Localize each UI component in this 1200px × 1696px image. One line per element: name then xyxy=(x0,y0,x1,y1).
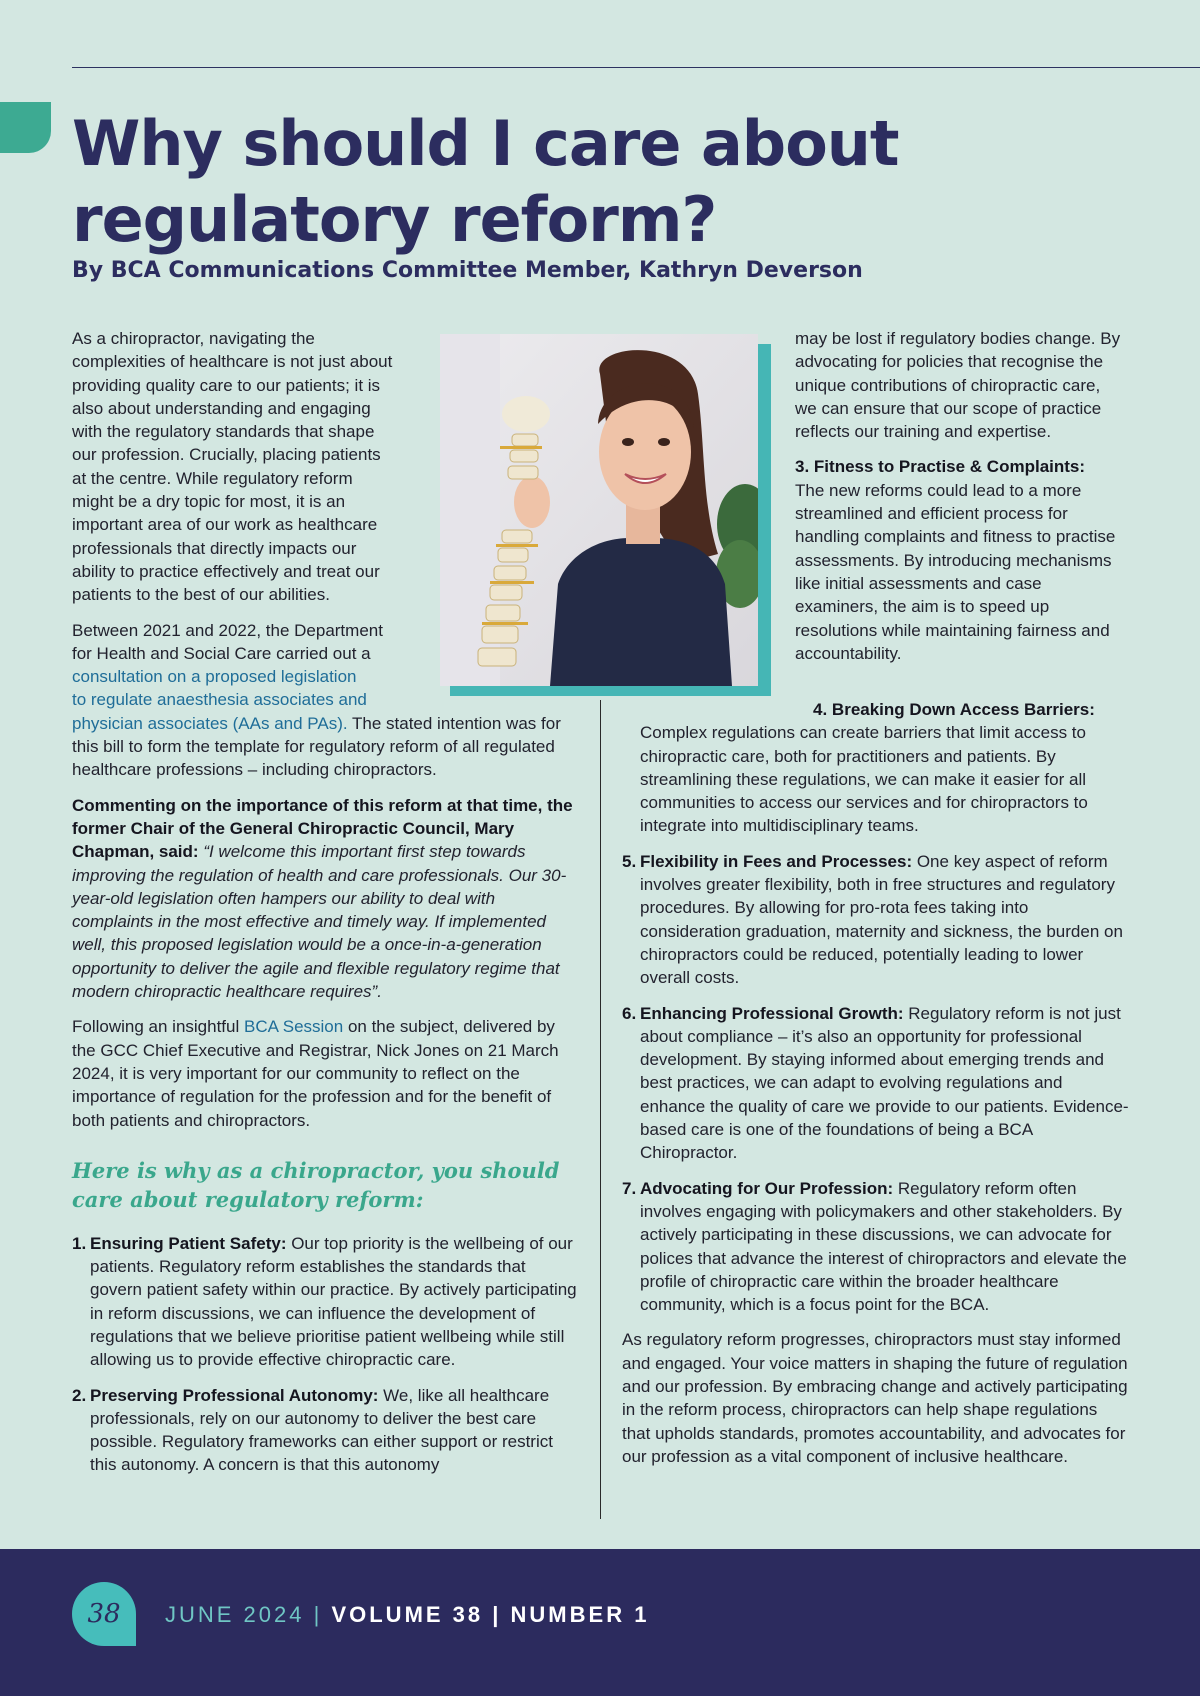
issue-info xyxy=(165,1600,649,1630)
item-title: Preserving Professional Autonomy: xyxy=(90,1385,379,1405)
item-body: Regulatory reform is not just about compliance – it’s also an opportunity for professional development. By staying informed about emerging trends and best practices, we can adapt to evolving regulations and enhance the quality of care we provide to our patients. Evidence-based care is one of the foundations of being a BCA Chiropractor. xyxy=(640,1003,1129,1163)
intro-line: at the centre. While regulatory reform xyxy=(72,468,353,488)
item-body: One key aspect of reform involves greater flexibility, both in free structures and regulatory procedures. By allowing for pro-rota fees taking into consideration graduation, maternity and sickness, the burden on chiropractors could be reduced, potentially leading to lower overall costs. xyxy=(640,851,1123,988)
column-divider xyxy=(600,700,601,1519)
list-item xyxy=(795,455,1125,665)
intro-paragraph-2 xyxy=(72,619,580,782)
page-title: Why should I care about regulatory reform? xyxy=(72,107,899,256)
item-title: Flexibility in Fees and Processes: xyxy=(640,851,913,871)
item-body: The new reforms could lead to a more streamlined and efficient process for handling complaints and fitness to practise assessments. By introducing mechanisms like initial assessments and case examiners, the aim is to speed up resolutions while maintaining fairness and accountability. xyxy=(795,480,1116,663)
item-number: 7. xyxy=(622,1178,637,1198)
consultation-link[interactable]: to regulate anaesthesia associates and xyxy=(72,690,367,710)
intro-line: Between 2021 and 2022, the Department xyxy=(72,620,383,640)
list-item-continuation: may be lost if regulatory bodies change. By advocating for policies that recognise the unique contributions of chiropractic care, we can ensure that our scope of practice reflects our training and expertise. xyxy=(795,329,1121,442)
item-title: Ensuring Patient Safety: xyxy=(90,1233,287,1253)
bca-session-link[interactable]: BCA Session xyxy=(243,1017,344,1037)
list-item xyxy=(622,1002,1130,1165)
issue-month: JUNE 2024 | xyxy=(165,1602,332,1627)
byline: By BCA Communications Committee Member, Kathryn Deverson xyxy=(72,258,863,283)
item-number: 6. xyxy=(622,1003,637,1023)
list-item xyxy=(72,1232,580,1372)
right-column-bottom xyxy=(622,698,1130,1480)
item-body: Our top priority is the wellbeing of our patients. Regulatory reform establishes the standards that govern patient safety within our practice. By actively participating in reform discussions, we can influence the development of regulations that we believe prioritise patient wellbeing while still allowing us to provide effective chiropractic care. xyxy=(90,1233,577,1370)
item-title: Advocating for Our Profession: xyxy=(640,1178,894,1198)
item-number: 2. xyxy=(72,1385,87,1405)
section-tab xyxy=(0,102,51,153)
top-rule xyxy=(72,67,1200,68)
conclusion-paragraph: As regulatory reform progresses, chiropractors must stay informed and engaged. Your voice matters in shaping the future of regulation and our profession. By embracing change and actively participating in the reform process, chiropractors can help shape regulations that upholds standards, promotes accountability, and advocates for our profession as a vital component of inclusive healthcare. xyxy=(622,1330,1128,1466)
quote-paragraph xyxy=(72,794,580,1004)
consultation-link[interactable]: consultation on a proposed legislation xyxy=(72,667,357,687)
quote-text: “I welcome this important first step towards improving the regulation of health and care professionals. Our 30-year-old legislation often hampers our ability to deal with complaints in the most effective and timely way. If implemented well, this proposed legislation would be a once-in-a-generation opportunity to deliver the agile and flexible regulatory regime that modern chiropractic healthcare requires”. xyxy=(72,842,567,1002)
item-number: 4. xyxy=(813,700,828,719)
item-body: Complex regulations can create barriers that limit access to chiropractic care, both for practitioners and patients. By streamlining these regulations, we can make it easier for all communities to access our services and for chiropractors to integrate into multidisciplinary teams. xyxy=(640,723,1088,836)
consultation-link[interactable]: physician associates (AAs and PAs). xyxy=(72,713,348,733)
item-number: 3. xyxy=(795,457,810,477)
intro-line: professionals that directly impacts our xyxy=(72,538,357,558)
item-number: 5. xyxy=(622,851,637,871)
list-item xyxy=(72,1384,580,1477)
intro-paragraph-1 xyxy=(72,327,436,607)
session-paragraph xyxy=(72,1015,580,1131)
item-title xyxy=(795,457,1085,476)
intro-line: patients to the best of our abilities. xyxy=(72,585,330,605)
item-title-text: Fitness to Practise & Complaints: xyxy=(813,457,1086,477)
item-title: Enhancing Professional Growth: xyxy=(640,1003,904,1023)
list-item xyxy=(622,850,1130,990)
intro-line: with the regulatory standards that shape xyxy=(72,422,375,442)
paragraph-text: on the subject, delivered by the GCC Chief Executive and Registrar, Nick Jones on 21 March 2024, it is very important for our community to reflect on the importance of regulation for the profession and for the benefit of both patients and chiropractors. xyxy=(72,1017,559,1130)
section-subheading: Here is why as a chiropractor, you should care about regulatory reform: xyxy=(72,1157,560,1212)
left-column xyxy=(72,327,580,1489)
item-number: 1. xyxy=(72,1233,87,1253)
list-item xyxy=(622,698,1130,838)
intro-line: might be a dry topic for most, it is an xyxy=(72,492,346,512)
page-number: 38 xyxy=(72,1582,136,1646)
item-body: Regulatory reform often involves engaging with policymakers and other stakeholders. By actively participating in these discussions, we can advocate for polices that advance the interest of chiropractors and elevate the profile of chiropractic care within the broader healthcare community, which is a focus point for the BCA. xyxy=(640,1178,1127,1315)
list-item xyxy=(622,1177,1130,1317)
quote-lead: Commenting on the importance of this reform at that time, the former Chair of the General Chiropractic Council, Mary Chapman, said: xyxy=(72,795,573,862)
intro-line: ability to practice effectively and treat our xyxy=(72,561,380,581)
intro-text: The stated intention was for this bill to form the template for regulatory reform of all regulated healthcare professions – including chiropractors. xyxy=(72,713,561,780)
item-body: We, like all healthcare professionals, rely on our autonomy to deliver the best care possible. Regulatory frameworks can either support or restrict this autonomy. A concern is that this autonomy xyxy=(90,1385,553,1475)
intro-line: also about understanding and engaging xyxy=(72,398,371,418)
paragraph-text: Following an insightful xyxy=(72,1017,244,1037)
intro-line: complexities of healthcare is not just about xyxy=(72,352,393,372)
intro-line: providing quality care to our patients; it is xyxy=(72,375,381,395)
intro-line: for Health and Social Care carried out a xyxy=(72,643,371,663)
intro-line: As a chiropractor, navigating the xyxy=(72,329,315,348)
item-title xyxy=(813,700,1095,719)
issue-volume: VOLUME 38 | NUMBER 1 xyxy=(331,1602,650,1627)
intro-line: our profession. Crucially, placing patients xyxy=(72,445,381,465)
right-column-top xyxy=(795,327,1125,677)
intro-line: important area of our work as healthcare xyxy=(72,515,378,535)
item-title-text: Breaking Down Access Barriers: xyxy=(831,700,1095,719)
